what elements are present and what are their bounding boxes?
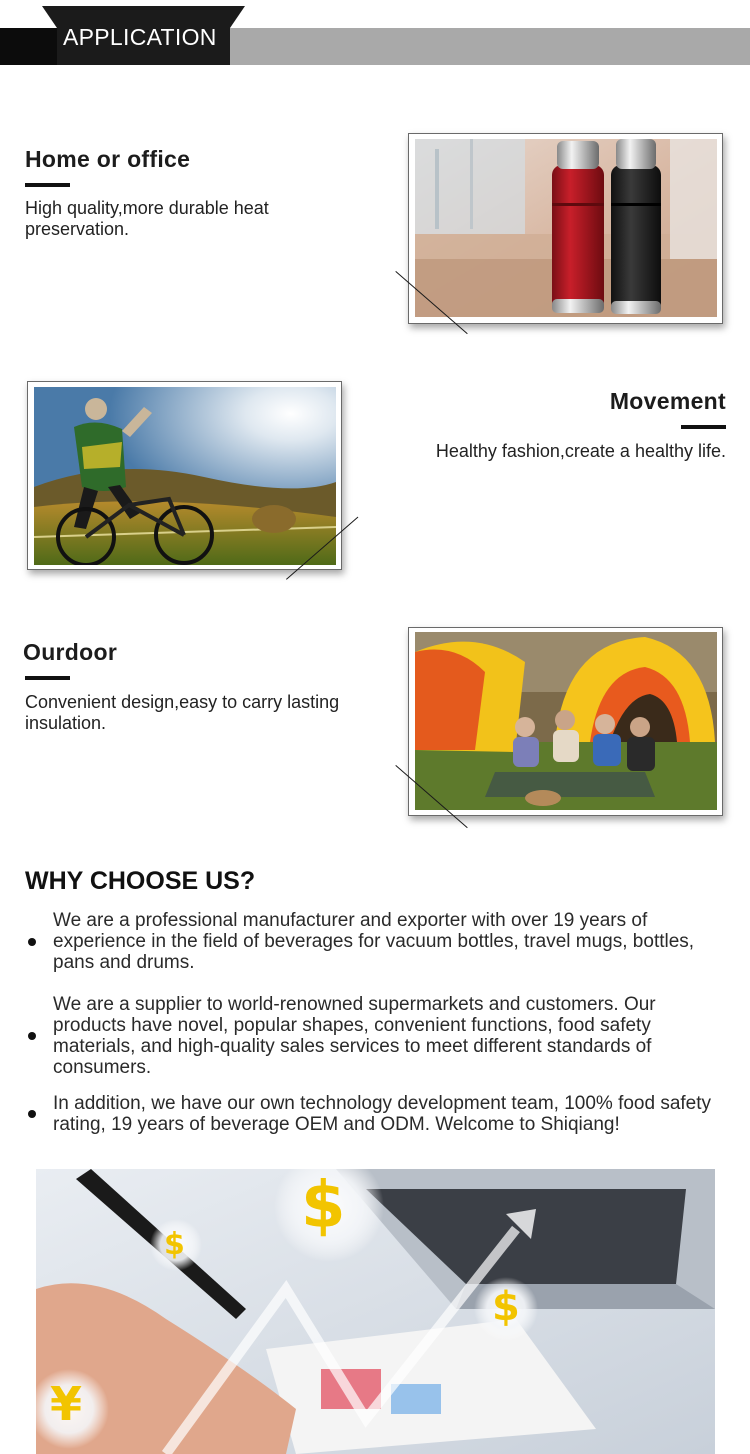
bullet-icon — [28, 1110, 36, 1118]
dollar-coin-icon: $ — [492, 1284, 520, 1330]
why-title: WHY CHOOSE US? — [25, 867, 256, 895]
thermos-photo — [415, 139, 717, 317]
title-underline — [25, 183, 70, 187]
dollar-coin-icon: $ — [301, 1169, 346, 1243]
title-underline — [681, 425, 726, 429]
list-item-text: We are a professional manufacturer and exporter with over 19 years of experience in the field of beverages for vacuum bottles, travel mugs, bottles, pans and drums. — [53, 910, 695, 973]
cyclist-photo — [34, 387, 336, 565]
finance-photo — [36, 1169, 715, 1454]
finance-illustration — [36, 1169, 715, 1454]
camping-photo — [415, 632, 717, 810]
dollar-coin-icon: $ — [164, 1227, 185, 1262]
section-description: Convenient design,easy to carry lasting insulation. — [25, 692, 340, 733]
list-item-text: In addition, we have our own technology development team, 100% food safety rating, 19 years of beverage OEM and ODM. Welcome to Shiqiang! — [53, 1093, 712, 1135]
cyclist-illustration — [34, 387, 336, 565]
banner-black-edge — [0, 28, 60, 65]
banner-fold-right — [230, 6, 245, 28]
bullet-icon — [28, 938, 36, 946]
list-item — [28, 994, 718, 1078]
section-description: High quality,more durable heat preservation. — [25, 198, 269, 239]
list-item — [28, 910, 718, 973]
camping-illustration — [415, 632, 717, 810]
list-item — [28, 1093, 718, 1135]
thermos-illustration — [415, 139, 717, 317]
banner-title: APPLICATION — [63, 24, 217, 50]
section-description: Healthy fashion,create a healthy life. — [435, 441, 726, 461]
bullet-icon — [28, 1032, 36, 1040]
section-title: Movement — [609, 388, 726, 414]
section-title: Ourdoor — [23, 639, 118, 665]
banner-fold-left — [42, 6, 57, 28]
section-title: Home or office — [25, 146, 191, 172]
title-underline — [25, 676, 70, 680]
yen-coin-icon: ¥ — [50, 1377, 83, 1431]
list-item-text: We are a supplier to world-renowned supermarkets and customers. Our products have novel, popular shapes, convenient functions, food safety materials, and high-quality sales services to meet different standards of consumers. — [53, 994, 656, 1078]
